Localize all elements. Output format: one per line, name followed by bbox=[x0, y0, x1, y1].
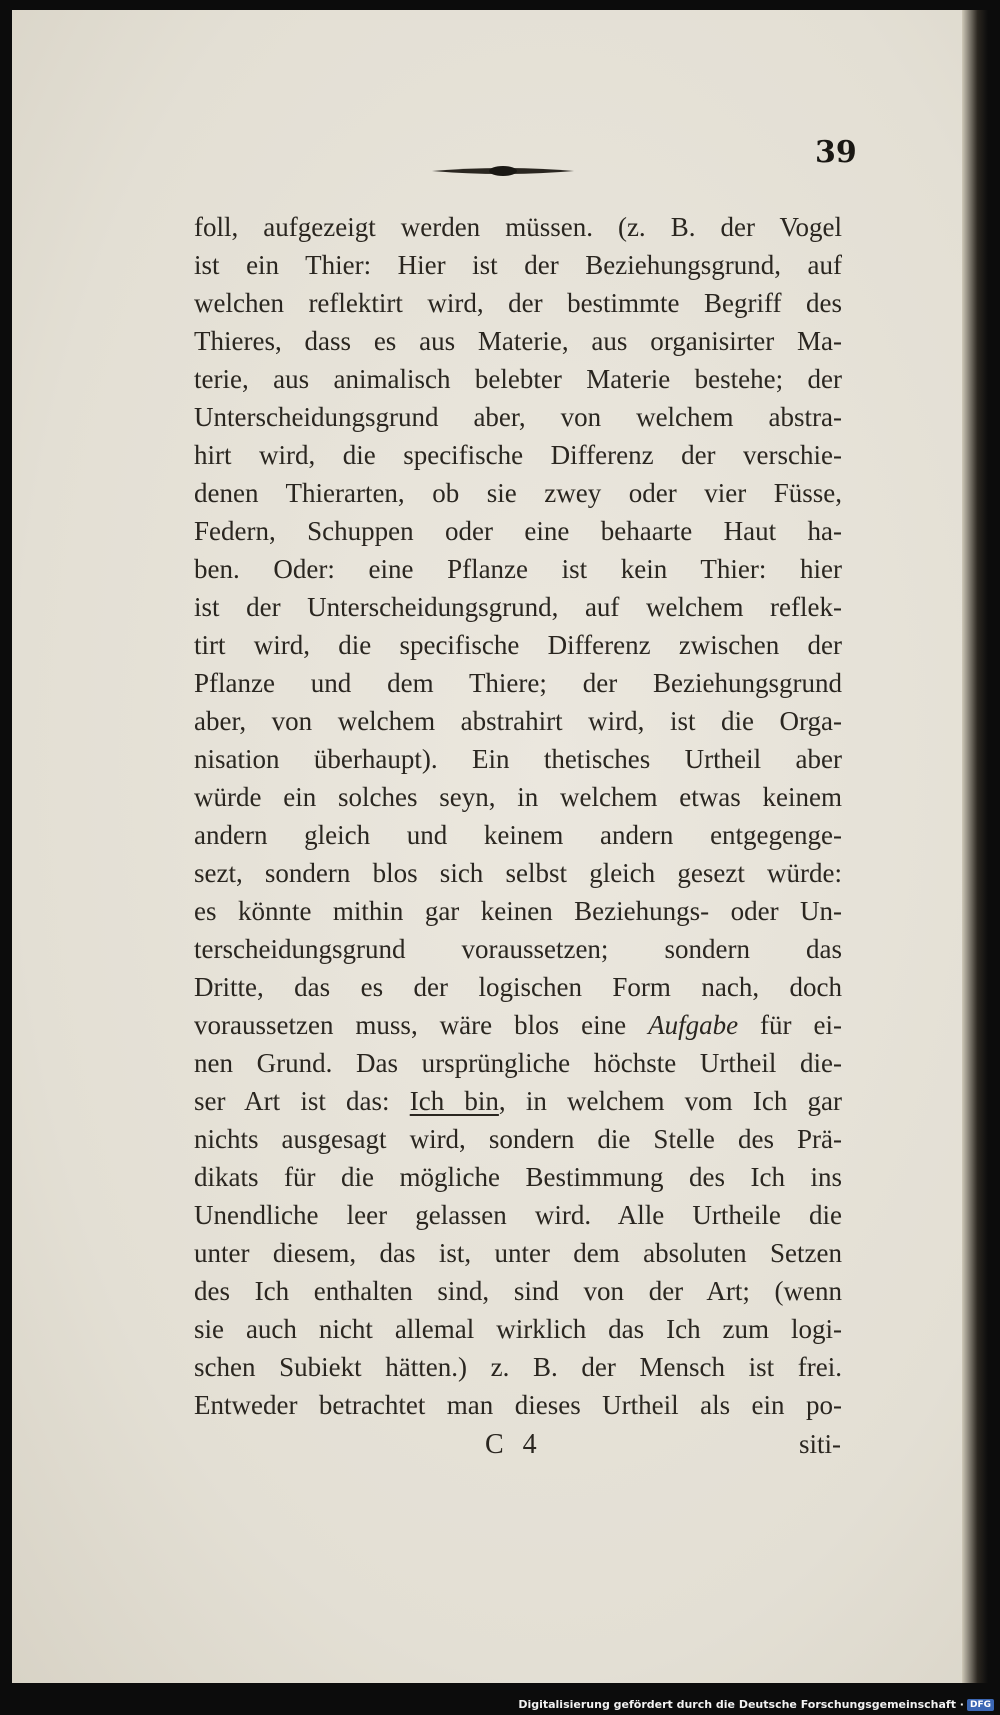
ornament-rule-icon bbox=[432, 161, 574, 181]
credit-text: Digitalisierung gefördert durch die Deutsche Forschungsgemeinschaft · bbox=[518, 1698, 964, 1711]
text-line: unter diesem, das ist, unter dem absoluten Setzen bbox=[194, 1238, 842, 1268]
text-line: Dritte, das es der logischen Form nach, doch bbox=[194, 972, 842, 1002]
text-line: Entweder betrachtet man dieses Urtheil als ein po- bbox=[194, 1390, 842, 1420]
text-line: Pflanze und dem Thiere; der Beziehungsgrund bbox=[194, 668, 842, 698]
text-line: welchen reflektirt wird, der bestimmte Begriff des bbox=[194, 288, 842, 318]
text-line: foll, aufgezeigt werden müssen. (z. B. der Vogel bbox=[194, 212, 842, 242]
signature-mark: C 4 bbox=[485, 1429, 543, 1460]
text-line: Federn, Schuppen oder eine behaarte Haut ha- bbox=[194, 516, 842, 546]
text-line: ben. Oder: eine Pflanze ist kein Thier: hier bbox=[194, 554, 842, 584]
text-line-with-italic bbox=[194, 1006, 842, 1044]
text-line: ist der Unterscheidungsgrund, auf welchem reflek- bbox=[194, 592, 842, 622]
catchword: siti- bbox=[799, 1429, 842, 1459]
text-segment: voraussetzen muss, wäre blos eine bbox=[194, 1010, 627, 1040]
text-line: dikats für die mögliche Bestimmung des Ich ins bbox=[194, 1162, 842, 1192]
text-line: terie, aus animalisch belebter Materie bestehe; der bbox=[194, 364, 842, 394]
text-line: nisation überhaupt). Ein thetisches Urtheil aber bbox=[194, 744, 842, 774]
dfg-logo-icon: DFG bbox=[967, 1699, 994, 1711]
text-line: ist ein Thier: Hier ist der Beziehungsgrund, auf bbox=[194, 250, 842, 280]
body-text bbox=[194, 208, 842, 1424]
text-line: tirt wird, die specifische Differenz zwischen der bbox=[194, 630, 842, 660]
book-spine-shadow bbox=[962, 10, 988, 1683]
text-line: sezt, sondern blos sich selbst gleich gesezt würde: bbox=[194, 858, 842, 888]
italic-word: Aufgabe bbox=[648, 1010, 739, 1040]
text-segment: ser Art ist das: bbox=[194, 1086, 390, 1116]
page-number: 39 bbox=[815, 135, 857, 170]
text-segment: für ei- bbox=[760, 1010, 842, 1040]
text-line: nen Grund. Das ursprüngliche höchste Urtheil die- bbox=[194, 1048, 842, 1078]
text-line: nichts ausgesagt wird, sondern die Stelle des Prä- bbox=[194, 1124, 842, 1154]
text-line: Unendliche leer gelassen wird. Alle Urtheile die bbox=[194, 1200, 842, 1230]
text-line: denen Thierarten, ob sie zwey oder vier Füsse, bbox=[194, 478, 842, 508]
text-line: sie auch nicht allemal wirklich das Ich zum logi- bbox=[194, 1314, 842, 1344]
text-segment: , in welchem vom Ich gar bbox=[498, 1086, 842, 1116]
text-line: Thieres, dass es aus Materie, aus organisirter Ma- bbox=[194, 326, 842, 356]
underlined-phrase: Ich bin bbox=[409, 1086, 499, 1116]
text-line: aber, von welchem abstrahirt wird, ist die Orga- bbox=[194, 706, 842, 736]
text-line: Unterscheidungsgrund aber, von welchem abstra- bbox=[194, 402, 842, 432]
text-line: es könnte mithin gar keinen Beziehungs- oder Un- bbox=[194, 896, 842, 926]
digitization-credit bbox=[518, 1698, 994, 1711]
book-page bbox=[12, 10, 988, 1683]
text-line: würde ein solches seyn, in welchem etwas keinem bbox=[194, 782, 842, 812]
text-line: hirt wird, die specifische Differenz der verschie- bbox=[194, 440, 842, 470]
text-line: schen Subiekt hätten.) z. B. der Mensch ist frei. bbox=[194, 1352, 842, 1382]
text-line-with-underline bbox=[194, 1082, 842, 1120]
text-line: des Ich enthalten sind, sind von der Art; (wenn bbox=[194, 1276, 842, 1306]
text-line: andern gleich und keinem andern entgegenge- bbox=[194, 820, 842, 850]
text-line: terscheidungsgrund voraussetzen; sondern das bbox=[194, 934, 842, 964]
